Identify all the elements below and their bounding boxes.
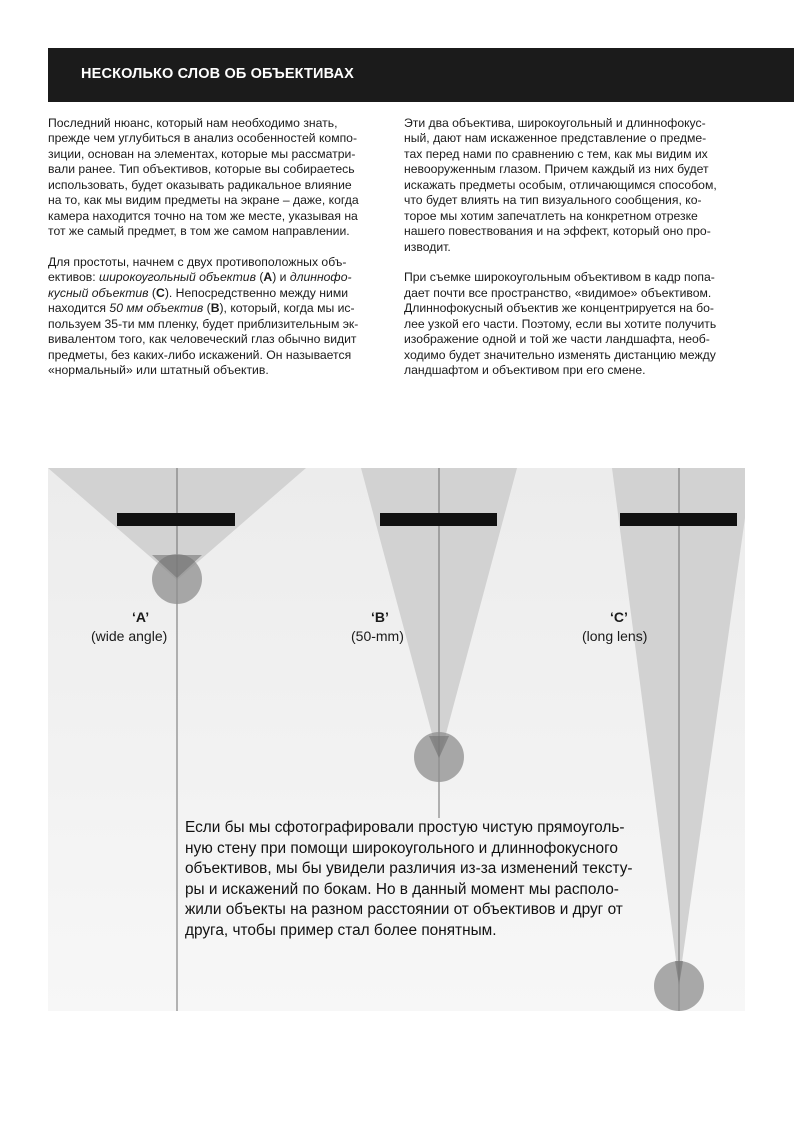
left-column	[48, 116, 390, 394]
lens-a-letter: ‘A’	[132, 609, 150, 625]
text-line	[48, 301, 390, 316]
text-line: вали ранее. Тип объективов, которые вы собираетесь	[48, 162, 355, 177]
lens-c-ref: C	[156, 285, 165, 300]
text-run: ), который, когда мы ис-	[219, 301, 355, 316]
long-lens-term-cont: кусный объектив	[48, 285, 149, 300]
text-line: «нормальный» или штатный объектив.	[48, 363, 269, 378]
right-paragraph-2	[404, 270, 746, 378]
normal-lens-term: 50 мм объектив	[109, 301, 204, 316]
text-run: ективов:	[48, 270, 99, 285]
page-header	[48, 48, 794, 102]
text-line	[48, 286, 390, 301]
text-line: искажать предметы особым, отличающимся способом,	[404, 177, 717, 192]
lens-b-letter: ‘B’	[371, 609, 389, 625]
lens-c-label: (long lens)	[582, 628, 648, 644]
right-paragraph-1	[404, 116, 746, 255]
text-run: ) и	[272, 270, 290, 285]
left-paragraph-1	[48, 116, 390, 240]
text-line: зиции, основан на элементах, которые мы рассматри-	[48, 146, 356, 161]
caption-line: жили объекты на разном расстоянии от объективов и друг от	[185, 901, 623, 919]
text-line: Для простоты, начнем с двух противоположных объ-	[48, 255, 347, 270]
text-line: что будет влиять на тип визуального сообщения, ко-	[404, 193, 702, 208]
text-run: (	[148, 285, 156, 300]
text-run: (	[255, 270, 264, 285]
text-line: на то, как мы видим предметы на экране – даже, когда	[48, 193, 359, 208]
text-line: торое мы хотим запечатлеть на конкретном отрезке	[404, 208, 698, 223]
text-line: вивалентом того, как человеческий глаз обычно видит	[48, 332, 357, 347]
right-column	[404, 116, 746, 394]
text-line	[48, 270, 390, 285]
text-line: пользуем 35-ти мм пленку, будет приблизительным эк-	[48, 316, 359, 331]
diagram-caption	[185, 818, 655, 942]
text-line: лее узкой его части. Поэтому, если вы хотите получить	[404, 316, 717, 331]
caption-line: объективов, мы бы увидели различия из-за изменений тексту-	[185, 860, 633, 878]
lens-b-subject-bar	[380, 513, 497, 526]
caption-line: ную стену при помощи широкоугольного и длиннофокусного	[185, 839, 618, 857]
lens-c-subject-bar	[620, 513, 737, 526]
text-line: прежде чем углубиться в анализ особенностей компо-	[48, 131, 358, 146]
lens-c-letter: ‘C’	[610, 609, 628, 625]
text-line: Эти два объектива, широкоугольный и длиннофокус-	[404, 116, 706, 130]
text-line: ный, дают нам искаженное представление о предме-	[404, 131, 707, 146]
text-line: тах перед нами по сравнению с тем, как мы видим их	[404, 146, 708, 161]
text-run: (	[203, 301, 211, 316]
lens-b-label: (50-mm)	[351, 628, 404, 644]
text-line: Последний нюанс, который нам необходимо знать,	[48, 116, 338, 130]
left-paragraph-2	[48, 255, 390, 379]
text-line: использовать, будет оказывать радикальное влияние	[48, 177, 352, 192]
text-run: ). Непосредственно между ними	[164, 285, 348, 300]
lens-a-label: (wide angle)	[91, 628, 168, 644]
text-line: нашего повествования и на эффект, который оно про-	[404, 224, 711, 239]
text-line: ландшафтом и объективом при его смене.	[404, 363, 646, 378]
text-line: камера находится точно на том же месте, указывая на	[48, 208, 358, 223]
long-lens-term: длиннофо-	[289, 270, 352, 285]
text-line: предметы, без каких-либо искажений. Он называется	[48, 347, 352, 362]
text-line: При съемке широкоугольным объективом в кадр попа-	[404, 270, 715, 285]
lens-b-ref: B	[210, 301, 220, 316]
wide-angle-term: широкоугольный объектив	[99, 270, 256, 285]
caption-line: друга, чтобы пример стал более понятным.	[185, 921, 497, 939]
text-run: находится	[48, 301, 110, 316]
text-line: изображение одной и той же части ландшафта, необ-	[404, 332, 710, 347]
text-line: Длиннофокусный объектив же концентрируется на бо-	[404, 301, 714, 316]
lens-a-subject-bar	[117, 513, 235, 526]
caption-line: Если бы мы сфотографировали простую чистую прямоуголь-	[185, 819, 625, 836]
text-line: изводит.	[404, 239, 451, 254]
text-line: ходимо будет значительно изменять дистанцию между	[404, 347, 716, 362]
lens-a-ref: A	[263, 270, 273, 285]
text-line: тот же самый предмет, в том же самом направлении.	[48, 224, 350, 239]
text-line: дает почти все пространство, «видимое» объективом.	[404, 285, 712, 300]
caption-line: ры и искажений по бокам. Но в данный момент мы располо-	[185, 880, 619, 898]
page-title: НЕСКОЛЬКО СЛОВ ОБ ОБЪЕКТИВАХ	[81, 66, 354, 82]
text-line: невооруженным глазом. Причем каждый из них будет	[404, 162, 709, 177]
